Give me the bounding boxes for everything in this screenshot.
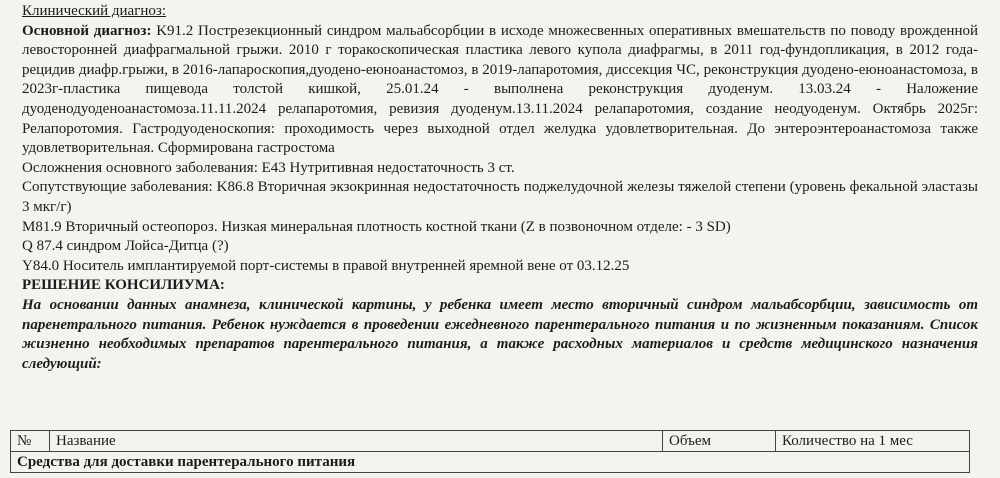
main-diagnosis	[22, 22, 978, 159]
header-quantity: Количество на 1 мес	[776, 431, 970, 452]
medications-table	[10, 430, 970, 473]
clinical-diagnosis-title: Клинический диагноз:	[22, 3, 166, 19]
header-name: Название	[50, 431, 663, 452]
council-decision-text: На основании данных анамнеза, клинической картины, у ребенка имеет место вторичный синдром мальабсорбции, зависимость от паренетрального питания. Ребенок нуждается в проведении ежедневного парентерального питания и по жизненным показаниям. Список жизненно необходимых препаратов парентерального питания, а также расходных материалов и средств медицинского назначения следующий:	[22, 296, 978, 372]
section-delivery-means: Средства для доставки парентерального питания	[11, 452, 970, 473]
loeys-dietz-line: Q 87.4 синдром Лойса-Дитца (?)	[22, 238, 229, 255]
table-header-row	[11, 431, 970, 452]
header-volume: Объем	[663, 431, 776, 452]
complications: Осложнения основного заболевания: E43 Нутритивная недостаточность 3 ст.	[22, 159, 515, 176]
header-number: №	[11, 431, 50, 452]
comorbid-diseases: Сопутствующие заболевания: K86.8 Вторичная экзокринная недостаточность поджелудочной железы тяжелой степени (уровень фекальной эластазы 3 мкг/г)	[22, 179, 978, 215]
main-diagnosis-label: Основной диагноз:	[22, 22, 152, 39]
osteoporosis-line: M81.9 Вторичный остеопороз. Низкая минеральная плотность костной ткани (Z в позвоночном отделе: - 3 SD)	[22, 218, 731, 235]
main-diagnosis-text: K91.2 Пострезекционный синдром мальабсорбции в исходе множесвенных оперативных вмешательств по поводу врожденной левосторонней диафрагмальной грыжи. 2010 г торакоскопическая пластика левого купола диафрагмы, в 2011 год-фундопликация, в 2012 года-рецидив диафр.грыжи, в 2016-лапароскопия,дуодено-еюноанастомоз, в 2019-лапаротомия, диссекция ЧС, реконструкция дуодено-еюноанастомоза, в 2023г-пластика пищевода толстой кишкой, 25.01.24 - выполнена реконструкция дуоденум. 13.03.24 - Наложение дуоденодуоденоанастомоза.11.11.2024 релапаротомия, ревизия дуоденум.13.11.2024 релапаротомия, создание неодуоденум. Октябрь 2025г: Релапоротомия. Гастродуоденоскопия: проходимость через выходной отдел желудка удовлетворительная. До энтероэнтероанастомоза также удовлетворительная. Сформирована гастростома	[22, 22, 979, 157]
council-decision-title: РЕШЕНИЕ КОНСИЛИУМА:	[22, 277, 225, 294]
table-section-row	[11, 452, 970, 473]
port-system-line: Y84.0 Носитель имплантируемой порт-системы в правой внутренней яремной вене от 03.12.25	[22, 257, 630, 274]
